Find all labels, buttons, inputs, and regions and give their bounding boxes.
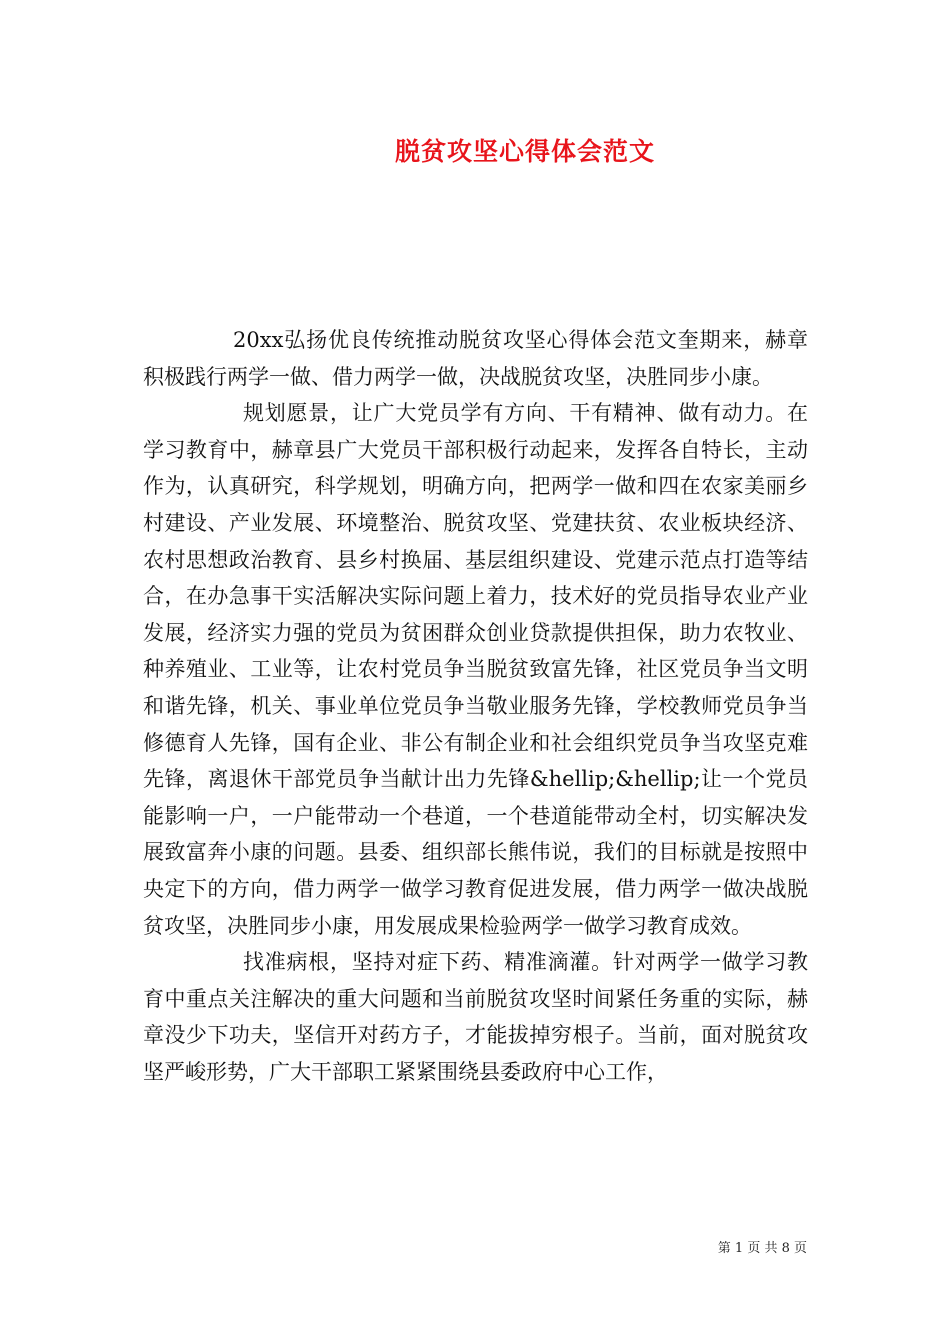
paragraph-find-root-cause: 找准病根，坚持对症下药、精准滴灌。针对两学一做学习教育中重点关注解决的重大问题和当前脱贫攻坚时间紧任务重的实际，赫章没少下功夫，坚信开对药方子，才能拔掉穷根子。当前，面对脱贫攻坚严峻形势，广大干部职工紧紧围绕县委政府中心工作，	[143, 950, 808, 1084]
document-title: 脱贫攻坚心得体会范文	[394, 137, 655, 166]
page-footer	[0, 1237, 807, 1256]
document-body	[143, 322, 808, 1090]
paragraph-planning-vision: 规划愿景，让广大党员学有方向、干有精神、做有动力。在学习教育中，赫章县广大党员干部积极行动起来，发挥各自特长，主动作为，认真研究，科学规划，明确方向，把两学一做和四在农家美丽乡村建设、产业发展、环境整治、脱贫攻坚、党建扶贫、农业板块经济、农村思想政治教育、县乡村换届、基层组织建设、党建示范点打造等结合，在办急事干实活解决实际问题上着力，技术好的党员指导农业产业发展，经济实力强的党员为贫困群众创业贷款提供担保，助力农牧业、种养殖业、工业等，让农村党员争当脱贫致富先锋，社区党员争当文明和谐先锋，机关、事业单位党员争当敬业服务先锋，学校教师党员争当修德育人先锋，国有企业、非公有制企业和社会组织党员争当攻坚克难先锋，离退休干部党员争当献计出力先锋&hellip;&hellip;让一个党员能影响一户，一户能带动一个巷道，一个巷道能带动全村，切实解决发展致富奔小康的问题。县委、组织部长熊伟说，我们的目标就是按照中央定下的方向，借力两学一做学习教育促进发展，借力两学一做决战脱贫攻坚，决胜同步小康，用发展成果检验两学一做学习教育成效。	[143, 401, 808, 938]
paragraph-intro: 20xx弘扬优良传统推动脱贫攻坚心得体会范文奎期来，赫章积极践行两学一做、借力两学一做，决战脱贫攻坚，决胜同步小康。	[143, 328, 808, 389]
page-number-label: 第 1 页 共 8 页	[717, 1241, 807, 1256]
